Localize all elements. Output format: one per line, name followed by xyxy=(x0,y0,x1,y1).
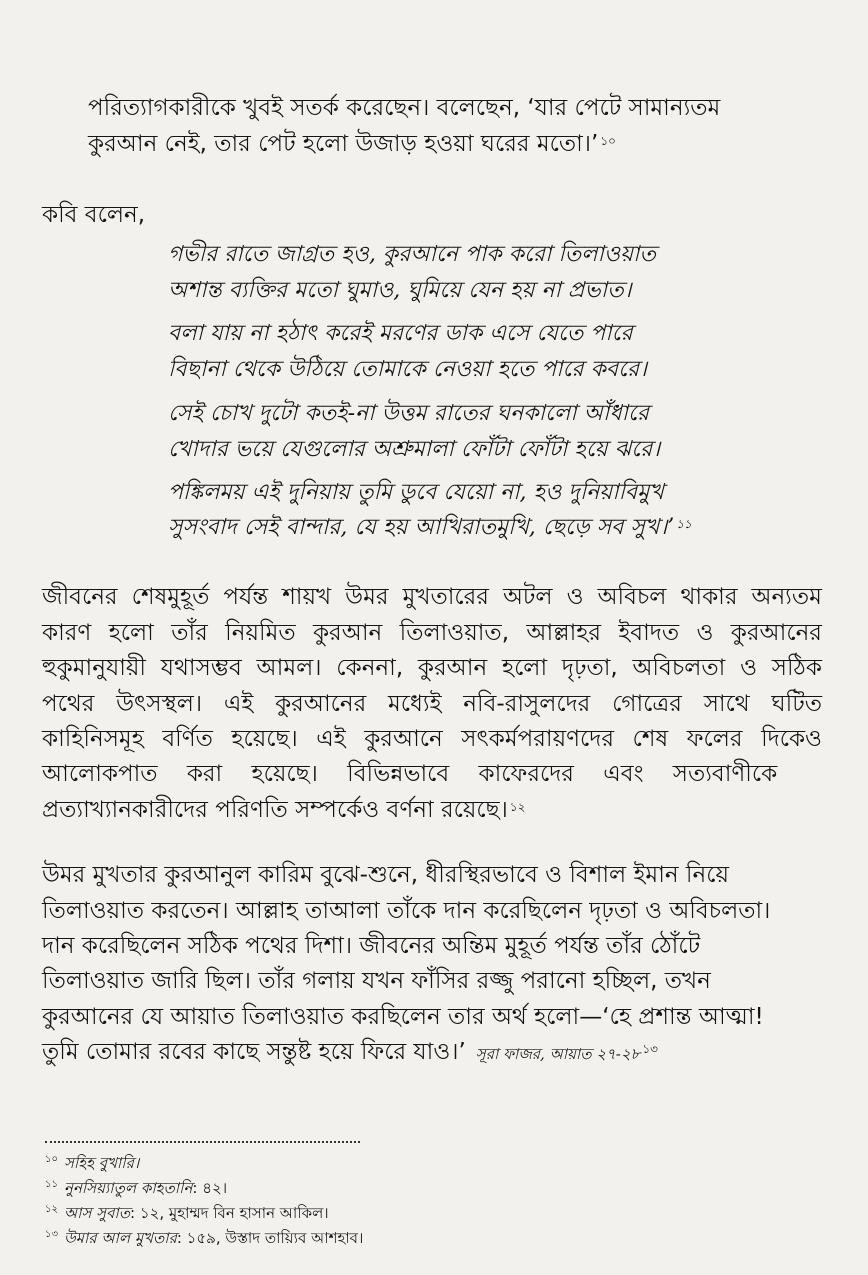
word: কুরআনের xyxy=(275,691,367,717)
word: কুরআন xyxy=(417,655,488,681)
word: আমল। xyxy=(256,655,322,681)
word: তিলাওয়াত, xyxy=(399,620,510,646)
word: কুরআন xyxy=(312,620,383,646)
poem-line-4: বিছানা থেকে উঠিয়ে তোমাকে নেওয়া হতে পারে কবরে। xyxy=(168,357,647,382)
word: শেষ xyxy=(632,726,669,752)
footnote-number: ১৩ xyxy=(45,1229,58,1240)
poem-line-6: খোদার ভয়ে যেগুলোর অশ্রুমালা ফোঁটা ফোঁটা হয়ে ঝরে। xyxy=(168,437,661,462)
para1-line-4 xyxy=(42,689,822,719)
word: মধ্যেই xyxy=(388,691,442,717)
para2-line-2: তিলাওয়াত করতেন। আল্লাহ তাআলা তাঁকে দান করেছিলেন দৃঢ়তা ও অবিচলতা। xyxy=(42,898,771,924)
para2-text-6: তুমি তোমার রবের কাছে সন্তুষ্ট হয়ে ফিরে যাও।’ xyxy=(42,1039,466,1065)
footnote-detail: : ৪২। xyxy=(192,1179,228,1197)
poem-line-5: সেই চোখ দুটো কতই-না উত্তম রাতের ঘনকালো আঁধারে xyxy=(168,401,649,426)
word: হলো xyxy=(501,655,548,681)
footnote-10 xyxy=(45,1152,139,1177)
word: শেষমুহূর্ত xyxy=(131,584,210,610)
para1-line-7 xyxy=(42,795,525,828)
footnote-number: ১০ xyxy=(45,1154,58,1165)
footnote-title: উমার আল মুখতার xyxy=(64,1229,177,1247)
word: নবি-রাসুলদের xyxy=(463,691,591,717)
poem-line-7: পঙ্কিলময় এই দুনিয়ায় তুমি ডুবে যেয়ো না, হও দুনিয়াবিমুখ xyxy=(168,480,664,505)
word: দিকেও xyxy=(761,726,822,752)
word: এই xyxy=(316,726,346,752)
word: অবিচলতা xyxy=(632,655,726,681)
para2-line-3: দান করেছিলেন সঠিক পথের দিশা। জীবনের অন্তিম মুহূর্ত পর্যন্ত তাঁর ঠোঁটে xyxy=(42,933,701,959)
word: থাকার xyxy=(680,584,738,610)
word: কুরআনের xyxy=(730,620,822,646)
word: মুখতারের xyxy=(402,584,489,610)
word: সৎকর্মপরায়ণদের xyxy=(461,726,614,752)
poet-says: কবি বলেন, xyxy=(42,202,146,228)
poem-line-2: অশান্ত ব্যক্তির মতো ঘুমাও, ঘুমিয়ে যেন হয় না প্রভাত। xyxy=(168,278,632,303)
word: কারণ xyxy=(42,620,92,646)
word: শায়খ xyxy=(282,584,332,610)
word: কেননা, xyxy=(336,655,404,681)
word: সাথে xyxy=(703,691,750,717)
para2-line-5: কুরআনের যে আয়াত তিলাওয়াত করছিলেন তার অর্থ হলো—‘হে প্রশান্ত আত্মা! xyxy=(42,1004,764,1030)
word: যথাসম্ভব xyxy=(160,655,242,681)
word: ঘটিত xyxy=(771,691,822,717)
word: কুরআনে xyxy=(364,726,443,752)
word: ও xyxy=(566,584,584,610)
word: উমর xyxy=(345,584,389,610)
intro-line-2-text: কুরআন নেই, তার পেট হলো উজাড় হওয়া ঘরের মতো।’ xyxy=(88,131,599,157)
para2-line-4: তিলাওয়াত জারি ছিল। তাঁর গলায় যখন ফাঁসির রজ্জু পরানো হচ্ছিল, তখন xyxy=(42,968,711,994)
word: অটল xyxy=(502,584,553,610)
word: দৃঢ়তা, xyxy=(561,655,618,681)
word: তাঁর xyxy=(171,620,208,646)
footnote-detail: : ১২, মুহাম্মদ বিন হাসান আকিল। xyxy=(130,1204,329,1222)
footnote-detail: : ১৫৯, উস্তাদ তায়্যিব আশহাব। xyxy=(176,1229,364,1247)
word: উৎসস্থল। xyxy=(116,691,203,717)
para2-line-6 xyxy=(42,1037,658,1070)
para1-text-7: প্রত্যাখ্যানকারীদের পরিণতি সম্পর্কেও বর্ণনা রয়েছে। xyxy=(42,797,508,823)
word: হলো xyxy=(108,620,154,646)
word: ও xyxy=(696,620,714,646)
footnote-title: নুনসিয়্যাতুল কাহতানি xyxy=(63,1179,193,1197)
footnote-number: ১২ xyxy=(45,1204,58,1215)
word: গোত্রের xyxy=(612,691,682,717)
word: হয়েছে। xyxy=(231,726,298,752)
footnote-title: সহিহ বুখারি। xyxy=(64,1154,140,1172)
footnote-ref-13: ১৩ xyxy=(642,1042,658,1056)
para1-text-6: আলোকপাত করা হয়েছে। বিভিন্নভাবে কাফেরদের এবং সত্যবাণীকে xyxy=(42,761,778,787)
para1-line-5 xyxy=(42,724,822,754)
word: নিয়মিত xyxy=(225,620,296,646)
footnote-number: ১১ xyxy=(45,1179,58,1190)
para1-line-1 xyxy=(42,582,822,612)
word: ও xyxy=(740,655,757,681)
word: ফলের xyxy=(686,726,743,752)
quran-citation: সূরা ফাজর, আয়াত ২৭-২৮ xyxy=(475,1045,641,1063)
word: জীবনের xyxy=(42,584,118,610)
footnote-11 xyxy=(45,1177,227,1202)
intro-line-2 xyxy=(88,129,616,162)
footnote-ref-12: ১২ xyxy=(509,800,526,814)
para1-line-6 xyxy=(42,759,822,789)
word: সঠিক xyxy=(771,655,822,681)
footnote-divider xyxy=(45,1141,360,1143)
intro-line-1: পরিত্যাগকারীকে খুবই সতর্ক করেছেন। বলেছেন, ‘যার পেটে সামান্যতম xyxy=(88,95,721,121)
word: এই xyxy=(223,691,254,717)
word: পর্যন্ত xyxy=(223,584,269,610)
footnote-13 xyxy=(45,1227,363,1252)
word: বর্ণিত xyxy=(162,726,213,752)
para2-line-1: উমর মুখতার কুরআনুল কারিম বুঝে-শুনে, ধীরস্থিরভাবে ও বিশাল ইমান নিয়ে xyxy=(42,862,730,888)
word: হুকুমানুযায়ী xyxy=(42,655,146,681)
footnote-12 xyxy=(45,1202,329,1227)
word: পথের xyxy=(42,691,95,717)
footnote-ref-11: ১১ xyxy=(676,517,692,531)
para1-line-3 xyxy=(42,653,822,683)
footnote-ref-10: ১০ xyxy=(600,134,616,148)
word: অবিচল xyxy=(597,584,667,610)
poem-line-8-text: সুসংবাদ সেই বান্দার, যে হয় আখিরাতমুখি, ছেড়ে সব সুখ।’ xyxy=(168,515,675,540)
word: অন্যতম xyxy=(751,584,822,610)
word: ইবাদত xyxy=(618,620,680,646)
poem-line-3: বলা যায় না হঠাৎ করেই মরণের ডাক এসে যেতে পারে xyxy=(168,321,633,346)
word: কাহিনিসমূহ xyxy=(42,726,144,752)
para1-line-2 xyxy=(42,618,822,648)
poem-line-8 xyxy=(168,514,692,544)
poem-line-1: গভীর রাতে জাগ্রত হও, কুরআনে পাক করো তিলাওয়াত xyxy=(168,242,656,267)
word: আল্লাহর xyxy=(526,620,601,646)
footnote-title: আস সুবাত xyxy=(64,1204,131,1222)
